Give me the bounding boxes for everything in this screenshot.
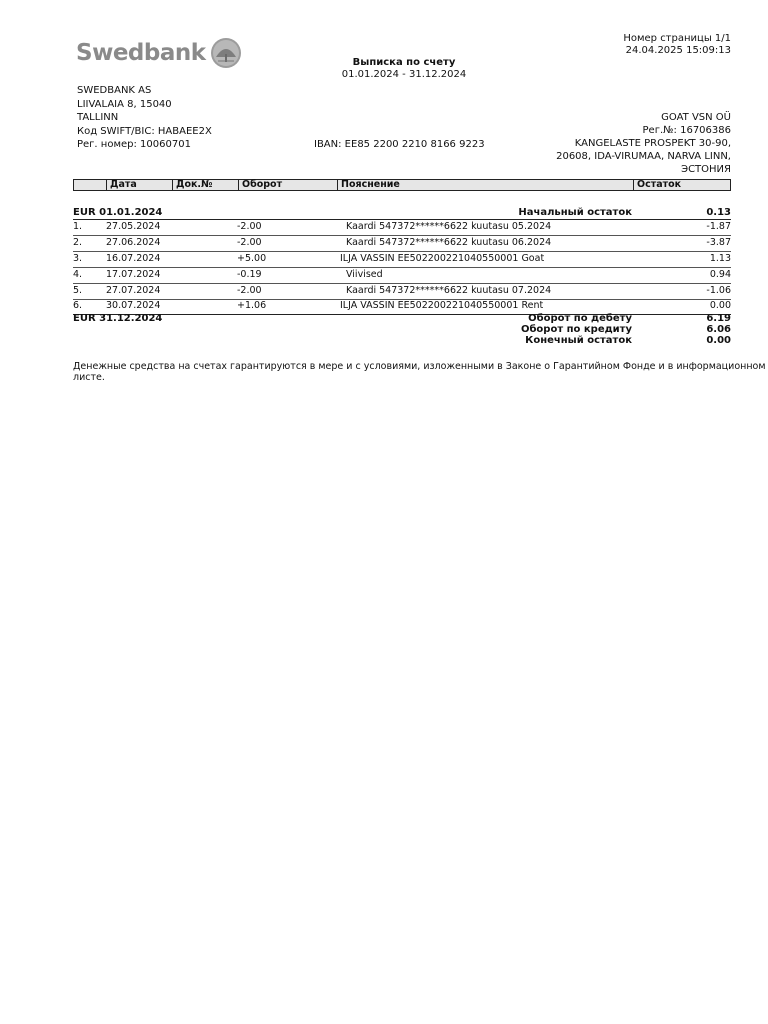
guarantee-line-2: листе.	[73, 372, 105, 383]
table-row	[73, 252, 731, 268]
bank-city: TALLINN	[77, 112, 119, 123]
row-date: 27.07.2024	[106, 285, 161, 296]
row-date: 30.07.2024	[106, 300, 161, 311]
statement-period: 01.01.2024 - 31.12.2024	[341, 69, 467, 80]
client-address-2: 20608, IDA-VIRUMAA, NARVA LINN,	[556, 151, 731, 162]
statement-title: Выписка по счету	[352, 57, 456, 68]
row-balance: -3.87	[706, 237, 731, 248]
opening-title: Начальный остаток	[518, 207, 632, 218]
closing-values	[706, 313, 731, 346]
client-reg: Рег.№: 16706386	[642, 125, 731, 136]
row-balance: 0.00	[709, 300, 731, 311]
table-row	[73, 284, 731, 300]
row-desc: Kaardi 547372******6622 kuutasu 06.2024	[346, 237, 552, 248]
row-number: 2.	[73, 237, 83, 248]
final-title: Конечный остаток	[525, 335, 632, 346]
guarantee-line-1: Денежные средства на счетах гарантируются в мере и с условиями, изложенными в Законе о Гарантийном Фонде и в информационном	[73, 361, 766, 372]
statement-header	[304, 57, 504, 81]
row-date: 27.05.2024	[106, 221, 161, 232]
row-date: 17.07.2024	[106, 269, 161, 280]
final-value: 0.00	[706, 335, 731, 346]
col-explanation: Пояснение	[337, 180, 400, 190]
bank-name: SWEDBANK AS	[77, 85, 152, 96]
table-header	[73, 179, 731, 191]
row-desc: Kaardi 547372******6622 kuutasu 07.2024	[346, 285, 552, 296]
table-row	[73, 220, 731, 236]
row-amount: -2.00	[237, 221, 262, 232]
row-date: 27.06.2024	[106, 237, 161, 248]
col-doc: Док.№	[172, 180, 212, 190]
row-amount: +1.06	[237, 300, 267, 311]
closing-titles	[521, 313, 632, 346]
row-balance: -1.87	[706, 221, 731, 232]
row-amount: +5.00	[237, 253, 267, 264]
print-datetime: 24.04.2025 15:09:13	[625, 45, 731, 56]
client-block	[556, 111, 731, 176]
row-number: 6.	[73, 300, 83, 311]
swedbank-logo	[76, 36, 242, 70]
iban: IBAN: EE85 2200 2210 8166 9223	[314, 139, 485, 150]
debit-title: Оборот по дебету	[528, 313, 632, 324]
bank-block	[77, 84, 212, 152]
bank-address: LIIVALAIA 8, 15040	[77, 98, 172, 110]
table-row	[73, 299, 731, 315]
col-balance: Остаток	[633, 180, 730, 190]
row-balance: 0.94	[709, 269, 731, 280]
client-country: ЭСТОНИЯ	[681, 164, 731, 175]
row-amount: -0.19	[237, 269, 262, 280]
row-amount: -2.00	[237, 237, 262, 248]
row-number: 1.	[73, 221, 83, 232]
row-desc: ILJA VASSIN EE502200221040550001 Rent	[340, 300, 544, 311]
bank-swift: Код SWIFT/BIC: HABAEE2X	[77, 125, 212, 137]
row-desc: Viivised	[346, 269, 383, 280]
client-address-1: KANGELASTE PROSPEKT 30-90,	[574, 138, 731, 149]
opening-label: EUR 01.01.2024	[73, 207, 163, 218]
logo-text: Swedbank	[76, 40, 206, 66]
row-balance: -1.06	[706, 285, 731, 296]
credit-title: Оборот по кредиту	[520, 324, 632, 335]
row-date: 16.07.2024	[106, 253, 161, 264]
row-number: 5.	[73, 285, 83, 296]
closing-label: EUR 31.12.2024	[73, 313, 163, 324]
row-desc: ILJA VASSIN EE502200221040550001 Goat	[340, 253, 545, 264]
oak-tree-icon	[210, 37, 242, 69]
opening-value: 0.13	[706, 207, 731, 218]
debit-value: 6.19	[706, 313, 731, 324]
credit-value: 6.06	[706, 324, 731, 335]
col-date: Дата	[106, 180, 137, 190]
row-amount: -2.00	[237, 285, 262, 296]
table-row	[73, 236, 731, 252]
row-desc: Kaardi 547372******6622 kuutasu 05.2024	[346, 221, 552, 232]
guarantee-note	[73, 361, 766, 383]
page-info	[623, 33, 731, 57]
page-number: Номер страницы 1/1	[623, 33, 731, 44]
row-number: 4.	[73, 269, 83, 280]
bank-reg: Рег. номер: 10060701	[77, 139, 191, 150]
table-row	[73, 268, 731, 284]
row-number: 3.	[73, 253, 83, 264]
col-turnover: Оборот	[238, 180, 282, 190]
client-name: GOAT VSN OÜ	[661, 112, 731, 123]
row-balance: 1.13	[709, 253, 731, 264]
